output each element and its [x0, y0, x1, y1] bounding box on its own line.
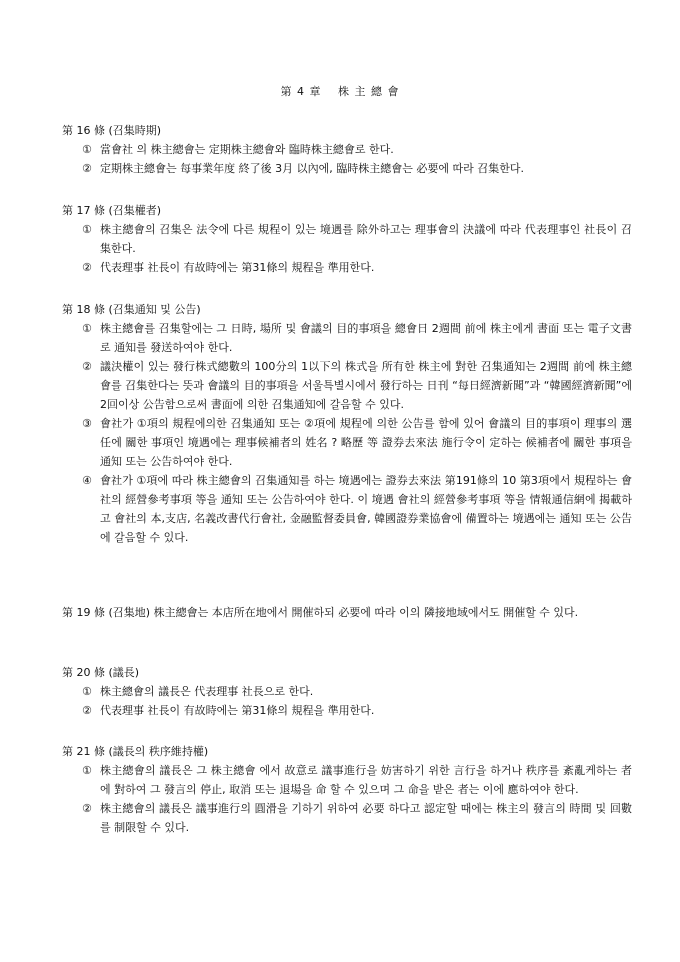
clause-text: 株主總會의 議長은 代表理事 社長으로 한다. — [100, 685, 314, 698]
clause-1 — [62, 761, 632, 799]
clause-number: ② — [82, 704, 92, 717]
clause-number: ④ — [82, 474, 92, 487]
chapter-title: 第 4 章 株 主 總 會 — [280, 85, 400, 98]
clause-1 — [62, 682, 632, 701]
clause-text: 株主總會를 召集할에는 그 日時, 場所 및 會議의 目的事項을 總會日 2週間 前에 株主에게 書面 또는 電子文書로 通知를 發送하여야 한다. — [100, 322, 632, 354]
clause-number: ① — [82, 322, 92, 335]
article-heading: 第 21 條 (議長의 秩序維持權) — [62, 745, 209, 758]
clause-text: 株主總會의 議長은 그 株主總會 에서 故意로 議事進行을 妨害하기 위한 言行을 하거나 秩序를 紊亂케하는 者에 對하여 그 發言의 停止, 取消 또는 退場을 命 할 수 있으며 그 命을 받은 者는 이에 應하여야 한다. — [100, 764, 632, 796]
article-heading: 第 18 條 (召集通知 및 公告) — [62, 303, 201, 316]
clause-text: 會社가 ①項의 規程에의한 召集通知 또는 ②項에 規程에 의한 公告를 함에 있어 會議의 目的事項이 理事의 選任에 關한 事項인 境遇에는 理事候補者의 姓名 ? 略歷 等 證券去來法 施行令이 定하는 候補者에 關한 事項을 通知 또는 公告하여야 한다. — [100, 417, 632, 468]
clause-number: ③ — [82, 417, 92, 430]
article-heading: 第 17 條 (召集權者) — [62, 204, 162, 217]
article-19 — [62, 603, 632, 622]
clause-number: ② — [82, 360, 92, 373]
article-heading: 第 20 條 (議長) — [62, 666, 140, 679]
clause-4 — [62, 471, 632, 547]
clause-number: ① — [82, 764, 92, 777]
clause-2 — [62, 701, 632, 720]
clause-number: ① — [82, 223, 92, 236]
clause-number: ② — [82, 802, 92, 815]
article-21 — [62, 742, 632, 837]
article-20 — [62, 663, 632, 720]
clause-text: 當會社 의 株主總會는 定期株主總會와 臨時株主總會로 한다. — [100, 143, 394, 156]
article-body: 株主總會는 本店所在地에서 開催하되 必要에 따라 이의 隣接地域에서도 開催할 수 있다. — [153, 606, 579, 619]
clause-text: 定期株主總會는 每事業年度 終了後 3月 以內에, 臨時株主總會는 必要에 따라 召集한다. — [100, 162, 524, 175]
clause-text: 代表理事 社長이 有故時에는 第31條의 規程을 準用한다. — [100, 704, 375, 717]
clause-2 — [62, 258, 632, 277]
clause-3 — [62, 414, 632, 471]
clause-2 — [62, 799, 632, 837]
clause-2 — [62, 159, 632, 178]
clause-text: 株主總會의 議長은 議事進行의 圓滑을 기하기 위하여 必要 하다고 認定할 때에는 株主의 發言의 時間 및 回數를 制限할 수 있다. — [100, 802, 632, 834]
clause-text: 議決權이 있는 發行株式總數의 100分의 1以下의 株式을 所有한 株主에 對한 召集通知는 2週間 前에 株主總會를 召集한다는 뜻과 會議의 目的事項을 서울특별시에서 發行하는 日刊 “每日經濟新聞”과 “韓國經濟新聞”에 2回이상 公告함으로써 書面에 의한 召集通知에 갈음할 수 있다. — [100, 360, 632, 411]
clause-1 — [62, 319, 632, 357]
article-18 — [62, 300, 632, 547]
clause-2 — [62, 357, 632, 414]
clause-1 — [62, 220, 632, 258]
article-17 — [62, 201, 632, 277]
article-16 — [62, 121, 632, 178]
clause-number: ② — [82, 261, 92, 274]
clause-1 — [62, 140, 632, 159]
article-paragraph — [62, 603, 632, 622]
clause-text: 株主總會의 召集은 法令에 다른 規程이 있는 境遇를 除外하고는 理事會의 決議에 따라 代表理事인 社長이 召集한다. — [100, 223, 632, 255]
clause-number: ① — [82, 143, 92, 156]
clause-text: 代表理事 社長이 有故時에는 第31條의 規程을 準用한다. — [100, 261, 375, 274]
clause-number: ② — [82, 162, 92, 175]
clause-number: ① — [82, 685, 92, 698]
article-heading: 第 19 條 (召集地) — [62, 606, 151, 619]
article-heading: 第 16 條 (召集時期) — [62, 124, 162, 137]
clause-text: 會社가 ①項에 따라 株主總會의 召集通知를 하는 境遇에는 證券去來法 第191條의 10 第3項에서 規程하는 會社의 經營參考事項 等을 通知 또는 公告하여야 한다. 이 境遇 會社의 經營參考事項 等을 情報通信網에 揭載하고 會社의 本,支店, 名義改書代行會社, 金融監督委員會, 韓國證券業協會에 備置하는 境遇에는 通知 또는 公告에 갈음할 수 있다. — [100, 474, 632, 544]
